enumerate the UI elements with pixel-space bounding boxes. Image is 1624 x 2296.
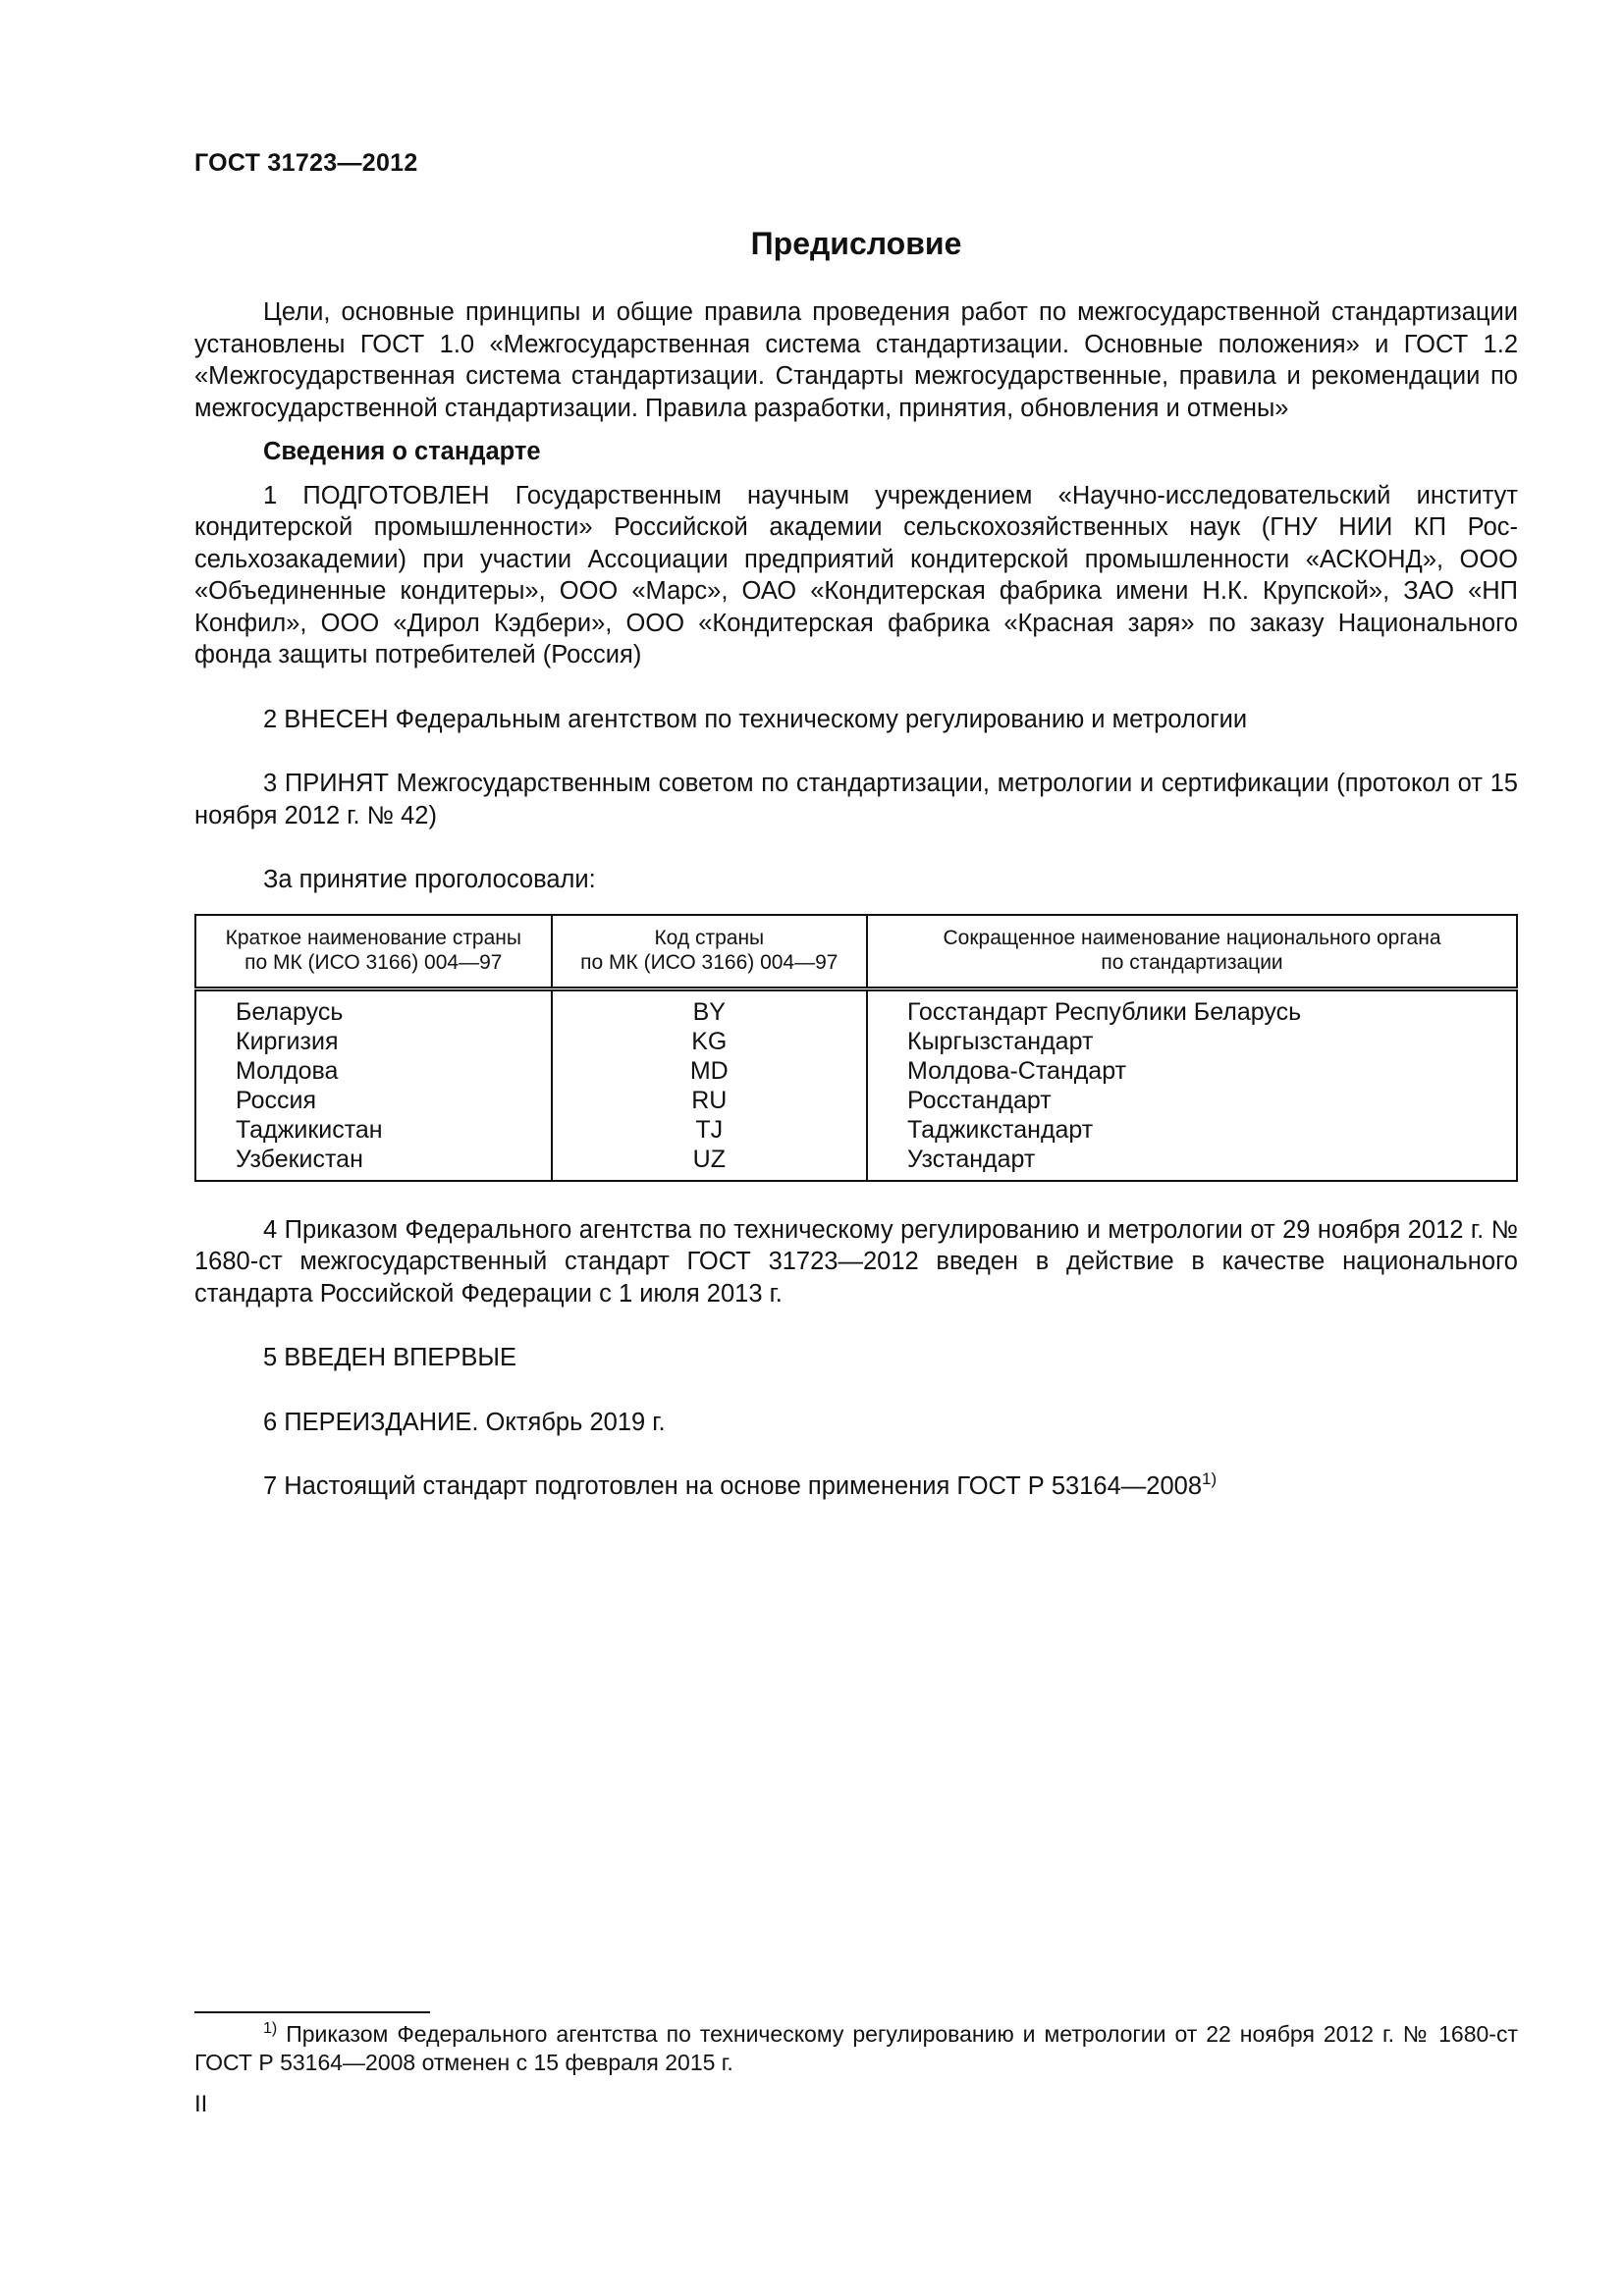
running-header: ГОСТ 31723—2012: [194, 149, 418, 177]
preface-body: [194, 296, 1518, 1503]
footnote-divider: [194, 2011, 430, 2013]
votes-table: [194, 914, 1518, 1182]
table-row: [195, 1027, 1517, 1056]
country-cell: Таджикистан: [195, 1115, 552, 1145]
country-cell: Молдова: [195, 1056, 552, 1086]
column-header-country: [195, 915, 552, 989]
national-body-cell: Госстандарт Республики Беларусь: [867, 988, 1517, 1027]
item-based-on-text: 7 Настоящий стандарт подготовлен на основе применения ГОСТ Р 53164—2008: [263, 1472, 1203, 1500]
item-introduced: 2 ВНЕСЕН Федеральным агентством по техническому регулированию и метрологии: [263, 705, 1248, 733]
table-row: [195, 988, 1517, 1027]
footnote: [194, 2020, 1518, 2077]
table-row: [195, 1145, 1517, 1181]
page-number: II: [194, 2091, 208, 2117]
column-header-line: Краткое наименование страны: [225, 926, 521, 949]
column-header-line: по МК (ИСО 3166) 004—97: [244, 950, 503, 974]
document-page: [194, 0, 1518, 2296]
column-header-line: по стандартизации: [1101, 950, 1283, 974]
table-row: [195, 1086, 1517, 1115]
footnote-mark: 1): [263, 2020, 278, 2037]
national-body-cell: Таджикстандарт: [867, 1115, 1517, 1145]
column-header-line: по МК (ИСО 3166) 004—97: [580, 950, 839, 974]
preface-intro-paragraph: Цели, основные принципы и общие правила проведения работ по межгосударственной стандартизации установлены ГОСТ 1.0 «Межгосударственная система стандартизации. Основные положения» и ГОСТ 1.2 «Межгосударственная система стандартизации. Стандарты межгосударственные, правила и рекомендации по межгосударственной стандартизации. Правила разработки, принятия, обновления и отмены»: [194, 298, 1518, 422]
national-body-cell: Молдова-Стандарт: [867, 1056, 1517, 1086]
country-code-cell: TJ: [552, 1115, 867, 1145]
item-enacted: 4 Приказом Федерального агентства по техническому регулированию и метрологии от 29 ноября 2012 г. № 1680-ст межгосударственный стандарт ГОСТ 31723—2012 введен в действие в качестве национального стандарта Российской Федерации с 1 июля 2013 г.: [194, 1215, 1518, 1308]
country-code-cell: BY: [552, 988, 867, 1027]
item-adopted: 3 ПРИНЯТ Межгосударственным советом по стандартизации, метрологии и сертификации (протокол от 15 ноября 2012 г. № 42): [194, 770, 1518, 829]
country-code-cell: KG: [552, 1027, 867, 1056]
column-header-code: [552, 915, 867, 989]
standard-info-heading: Сведения о стандарте: [263, 438, 541, 465]
footnote-reference[interactable]: 1): [1202, 1469, 1218, 1488]
country-cell: Киргизия: [195, 1027, 552, 1056]
table-row: [195, 1056, 1517, 1086]
country-code-cell: MD: [552, 1056, 867, 1086]
country-code-cell: UZ: [552, 1145, 867, 1181]
country-cell: Узбекистан: [195, 1145, 552, 1181]
column-header-line: Сокращенное наименование национального органа: [943, 926, 1441, 949]
country-code-cell: RU: [552, 1086, 867, 1115]
country-cell: Беларусь: [195, 988, 552, 1027]
preface-title: Предисловие: [750, 226, 962, 261]
national-body-cell: Росстандарт: [867, 1086, 1517, 1115]
table-row: [195, 1115, 1517, 1145]
item-first-introduced: 5 ВВЕДЕН ВПЕРВЫЕ: [263, 1344, 517, 1371]
item-based-on: [194, 1470, 1518, 1503]
item-reissue: 6 ПЕРЕИЗДАНИЕ. Октябрь 2019 г.: [263, 1408, 666, 1436]
national-body-cell: Кыргызстандарт: [867, 1027, 1517, 1056]
country-cell: Россия: [195, 1086, 552, 1115]
votes-table-header-row: [195, 915, 1517, 989]
national-body-cell: Узстандарт: [867, 1145, 1517, 1181]
column-header-national-body: [867, 915, 1517, 989]
column-header-line: Код страны: [654, 926, 765, 949]
votes-intro: За принятие проголосовали:: [263, 866, 596, 893]
footnote-text: Приказом Федерального агентства по техническому регулированию и метрологии от 22 ноября 2012 г. № 1680-ст ГОСТ Р 53164—2008 отменен с 15 февраля 2015 г.: [194, 2021, 1518, 2075]
item-prepared: 1 ПОДГОТОВЛЕН Государственным научным учреждением «Научно-исследовательский институт кондитерской промышленности» Российской академии сельскохозяйственных наук (ГНУ НИИ КП Россельхозакадемии) при участии Ассоциации предприятий кондитерской промышленности «АСКОНД», ООО «Объединенные кондитеры», ООО «Марс», ОАО «Кондитерская фабрика имени Н.К. Крупской», ЗАО «НП Конфил», ООО «Дирол Кэдбери», ООО «Кондитерская фабрика «Красная заря» по заказу Национального фонда защиты потребителей (Россия): [194, 481, 1518, 668]
